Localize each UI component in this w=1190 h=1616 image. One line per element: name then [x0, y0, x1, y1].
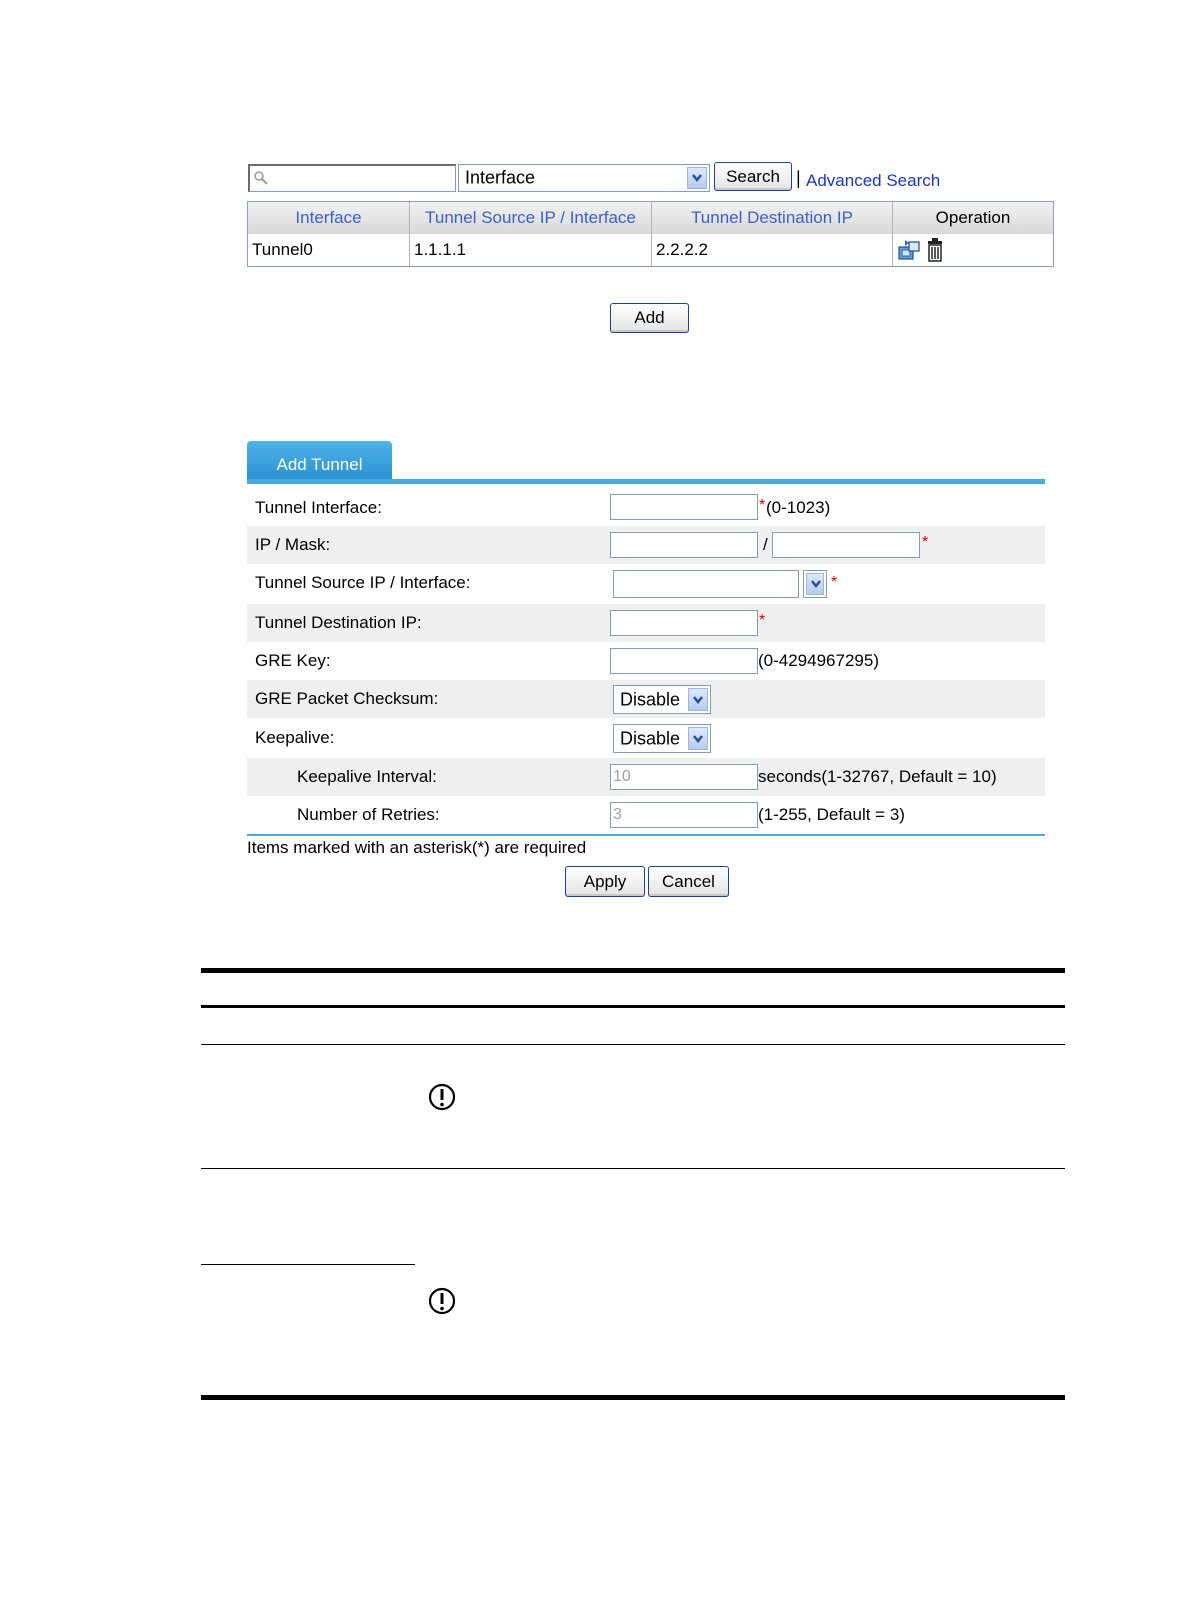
search-button[interactable]: Search [714, 162, 792, 191]
required-marker: * [759, 612, 766, 629]
dropdown-button[interactable] [688, 727, 708, 750]
tunnel-list-table [247, 201, 1054, 267]
table-header-rule [201, 1005, 1065, 1008]
gre-key-label: GRE Key: [255, 651, 331, 670]
cell-source: 1.1.1.1 [410, 234, 652, 266]
keepalive-interval-input[interactable] [610, 764, 758, 790]
keepalive-value: Disable [620, 728, 681, 748]
gre-checksum-label: GRE Packet Checksum: [255, 689, 439, 708]
dropdown-button[interactable] [688, 688, 708, 711]
gre-checksum-select[interactable] [613, 685, 711, 714]
row-retries [247, 796, 1045, 834]
gre-key-hint: (0-4294967295) [758, 651, 879, 670]
row-gre-checksum [247, 680, 1045, 718]
dropdown-button[interactable] [806, 573, 824, 595]
keepalive-label: Keepalive: [255, 728, 335, 747]
keepalive-select[interactable] [613, 724, 711, 753]
add-button[interactable]: Add [610, 303, 689, 333]
form-bottom-line [247, 834, 1045, 836]
table-bottom-rule [201, 1395, 1065, 1400]
row-keepalive [247, 719, 1045, 757]
search-field-value: Interface [465, 167, 536, 188]
tunnel-source-label: Tunnel Source IP / Interface: [255, 573, 471, 592]
caution-icon [427, 1082, 457, 1112]
table-row [248, 234, 1053, 266]
row-divider [201, 1168, 1065, 1169]
row-ip-mask [247, 526, 1045, 564]
row-gre-key [247, 642, 1045, 680]
cell-interface: Tunnel0 [248, 234, 410, 266]
chevron-down-icon [692, 695, 704, 705]
cell-operation [893, 234, 1053, 266]
advanced-search-link[interactable]: Advanced Search [806, 171, 941, 190]
column-header-interface[interactable]: Interface [248, 202, 410, 234]
gre-checksum-value: Disable [620, 689, 681, 709]
subrow-divider [201, 1264, 415, 1265]
search-field-select[interactable] [458, 164, 710, 192]
apply-button[interactable]: Apply [565, 866, 645, 897]
required-marker: * [759, 497, 766, 514]
row-tunnel-interface [247, 489, 1045, 527]
dropdown-button[interactable] [687, 167, 707, 189]
modify-icon[interactable] [897, 239, 921, 261]
keepalive-interval-label: Keepalive Interval: [297, 767, 437, 786]
row-divider [201, 1044, 1065, 1045]
separator: | [796, 168, 801, 188]
tunnel-destination-input[interactable] [610, 610, 758, 636]
row-tunnel-destination [247, 604, 1045, 642]
required-marker: * [922, 534, 929, 551]
tab-underline [247, 479, 1045, 484]
required-note: Items marked with an asterisk(*) are required [247, 838, 587, 857]
required-marker: * [831, 574, 838, 591]
tunnel-interface-input[interactable] [610, 494, 758, 520]
column-header-operation: Operation [935, 208, 1011, 227]
tab-add-tunnel[interactable]: Add Tunnel [247, 441, 392, 482]
chevron-down-icon [692, 734, 704, 744]
gre-key-input[interactable] [610, 648, 758, 674]
retries-hint: (1-255, Default = 3) [758, 805, 905, 824]
cell-destination: 2.2.2.2 [652, 234, 893, 266]
keepalive-interval-hint: seconds(1-32767, Default = 10) [758, 767, 997, 786]
tunnel-source-dropdown-button[interactable] [803, 570, 827, 598]
trash-icon[interactable] [927, 238, 943, 262]
search-icon [253, 170, 269, 186]
tunnel-source-input[interactable] [613, 570, 799, 598]
ip-input[interactable] [610, 532, 758, 558]
ip-mask-separator: / [763, 535, 768, 554]
tunnel-destination-label: Tunnel Destination IP: [255, 613, 422, 632]
table-header [248, 202, 1053, 235]
cancel-button[interactable]: Cancel [648, 866, 729, 897]
mask-input[interactable] [772, 532, 920, 558]
ip-mask-label: IP / Mask: [255, 535, 331, 554]
retries-label: Number of Retries: [297, 805, 440, 824]
retries-input[interactable] [610, 802, 758, 828]
search-input[interactable] [248, 164, 456, 192]
tunnel-interface-hint: (0-1023) [766, 498, 831, 517]
row-tunnel-source [247, 564, 1045, 602]
column-header-source[interactable]: Tunnel Source IP / Interface [410, 202, 652, 234]
column-header-destination[interactable]: Tunnel Destination IP [652, 202, 893, 234]
caution-icon [427, 1286, 457, 1316]
chevron-down-icon [691, 173, 703, 183]
table-top-rule [201, 968, 1065, 973]
chevron-down-icon [810, 579, 822, 589]
row-keepalive-interval [247, 758, 1045, 796]
tunnel-interface-label: Tunnel Interface: [255, 498, 382, 517]
